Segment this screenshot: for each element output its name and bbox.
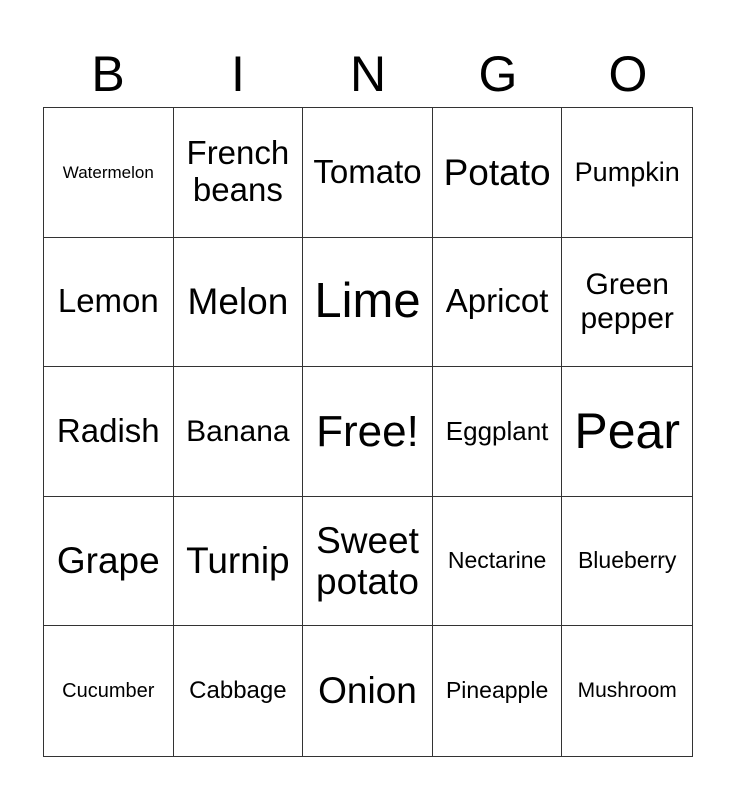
bingo-cell[interactable]: Banana xyxy=(174,367,304,497)
free-space-cell[interactable]: Free! xyxy=(303,367,433,497)
bingo-cell[interactable]: French beans xyxy=(174,108,304,238)
bingo-cell[interactable]: Apricot xyxy=(433,238,563,368)
header-letter-g: G xyxy=(478,46,518,102)
bingo-cell[interactable]: Cabbage xyxy=(174,626,304,756)
bingo-cell[interactable]: Pear xyxy=(562,367,692,497)
bingo-cell[interactable]: Mushroom xyxy=(577,679,677,703)
bingo-cell[interactable]: Grape xyxy=(44,497,174,627)
bingo-cell[interactable]: Lemon xyxy=(44,238,174,368)
bingo-cell[interactable]: Green pepper xyxy=(562,238,692,368)
bingo-header xyxy=(43,40,693,108)
bingo-cell[interactable]: Eggplant xyxy=(433,367,563,497)
bingo-cell[interactable]: Watermelon xyxy=(44,108,174,238)
bingo-cell[interactable]: Melon xyxy=(174,238,304,368)
bingo-cell[interactable]: Cucumber xyxy=(44,626,174,756)
bingo-cell[interactable]: Nectarine xyxy=(433,497,563,627)
bingo-cell[interactable]: Onion xyxy=(303,626,433,756)
header-letter-n: N xyxy=(349,46,387,102)
bingo-cell[interactable]: Sweet potato xyxy=(303,497,433,627)
bingo-cell[interactable]: Potato xyxy=(433,108,563,238)
bingo-cell[interactable]: Lime xyxy=(303,238,433,368)
bingo-cell[interactable]: Radish xyxy=(44,367,174,497)
bingo-card-grid xyxy=(43,107,693,757)
bingo-cell[interactable]: Tomato xyxy=(303,108,433,238)
bingo-cell[interactable]: Blueberry xyxy=(562,497,692,627)
bingo-cell[interactable]: Turnip xyxy=(174,497,304,627)
header-letter-b: B xyxy=(91,46,125,102)
bingo-cell[interactable]: Pumpkin xyxy=(562,108,692,238)
header-letter-i: I xyxy=(231,46,245,102)
bingo-cell[interactable]: Pineapple xyxy=(433,626,563,756)
header-letter-o: O xyxy=(608,46,648,102)
